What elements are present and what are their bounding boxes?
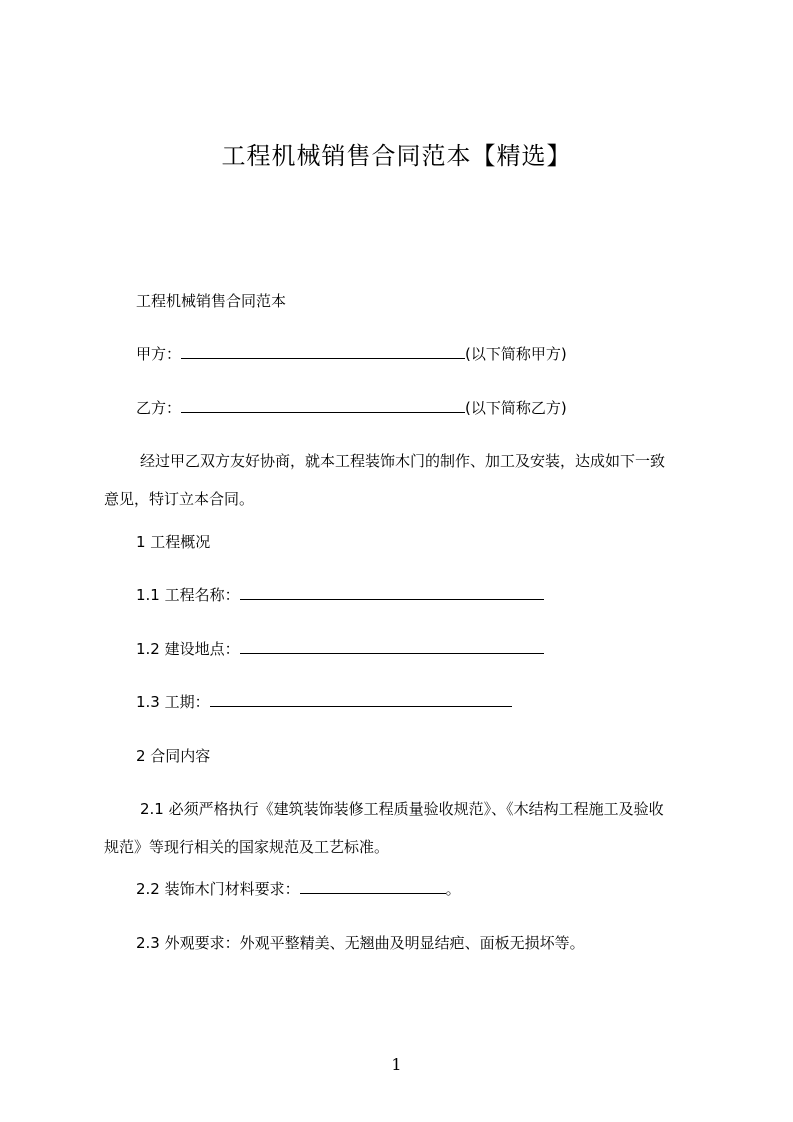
page-number: 1 [391,1055,402,1074]
project-name-blank[interactable] [240,584,544,600]
material-requirement-blank[interactable] [300,878,446,894]
party-b-suffix: (以下简称乙方) [465,399,567,417]
duration-line [136,691,512,713]
construction-site-label: 1.2 建设地点： [136,640,240,658]
intro-line-2: 意见，特订立本合同。 [104,490,255,508]
appearance-requirement: 2.3 外观要求：外观平整精美、无翘曲及明显结疤、面板无损坏等。 [136,934,585,952]
party-b-blank[interactable] [181,397,465,413]
project-name-line [136,584,544,606]
material-requirement-label: 2.2 装饰木门材料要求： [136,880,300,898]
duration-label: 1.3 工期： [136,693,210,711]
intro-paragraph [104,450,720,510]
party-b-line [136,397,567,419]
standards-paragraph [104,798,720,858]
material-requirement-line [136,878,461,900]
party-a-label: 甲方： [136,345,182,363]
section-1-heading: 1 工程概况 [136,533,211,551]
document-title: 工程机械销售合同范本【精选】 [221,142,572,170]
section-2-heading: 2 合同内容 [136,747,211,765]
project-name-label: 1.1 工程名称： [136,586,240,604]
construction-site-line [136,638,544,660]
construction-site-blank[interactable] [240,638,544,654]
party-a-blank[interactable] [181,343,465,359]
party-a-line [136,343,567,365]
party-a-suffix: (以下简称甲方) [465,345,567,363]
party-b-label: 乙方： [136,399,182,417]
standards-line-1: 2.1 必须严格执行《建筑装饰装修工程质量验收规范》、《木结构工程施工及验收 [140,800,664,818]
standards-line-2: 规范》等现行相关的国家规范及工艺标准。 [104,838,390,856]
intro-line-1: 经过甲乙双方友好协商，就本工程装饰木门的制作、加工及安装，达成如下一致 [140,452,666,470]
contract-heading: 工程机械销售合同范本 [136,292,287,310]
duration-blank[interactable] [210,691,512,707]
material-requirement-end: 。 [445,880,461,898]
